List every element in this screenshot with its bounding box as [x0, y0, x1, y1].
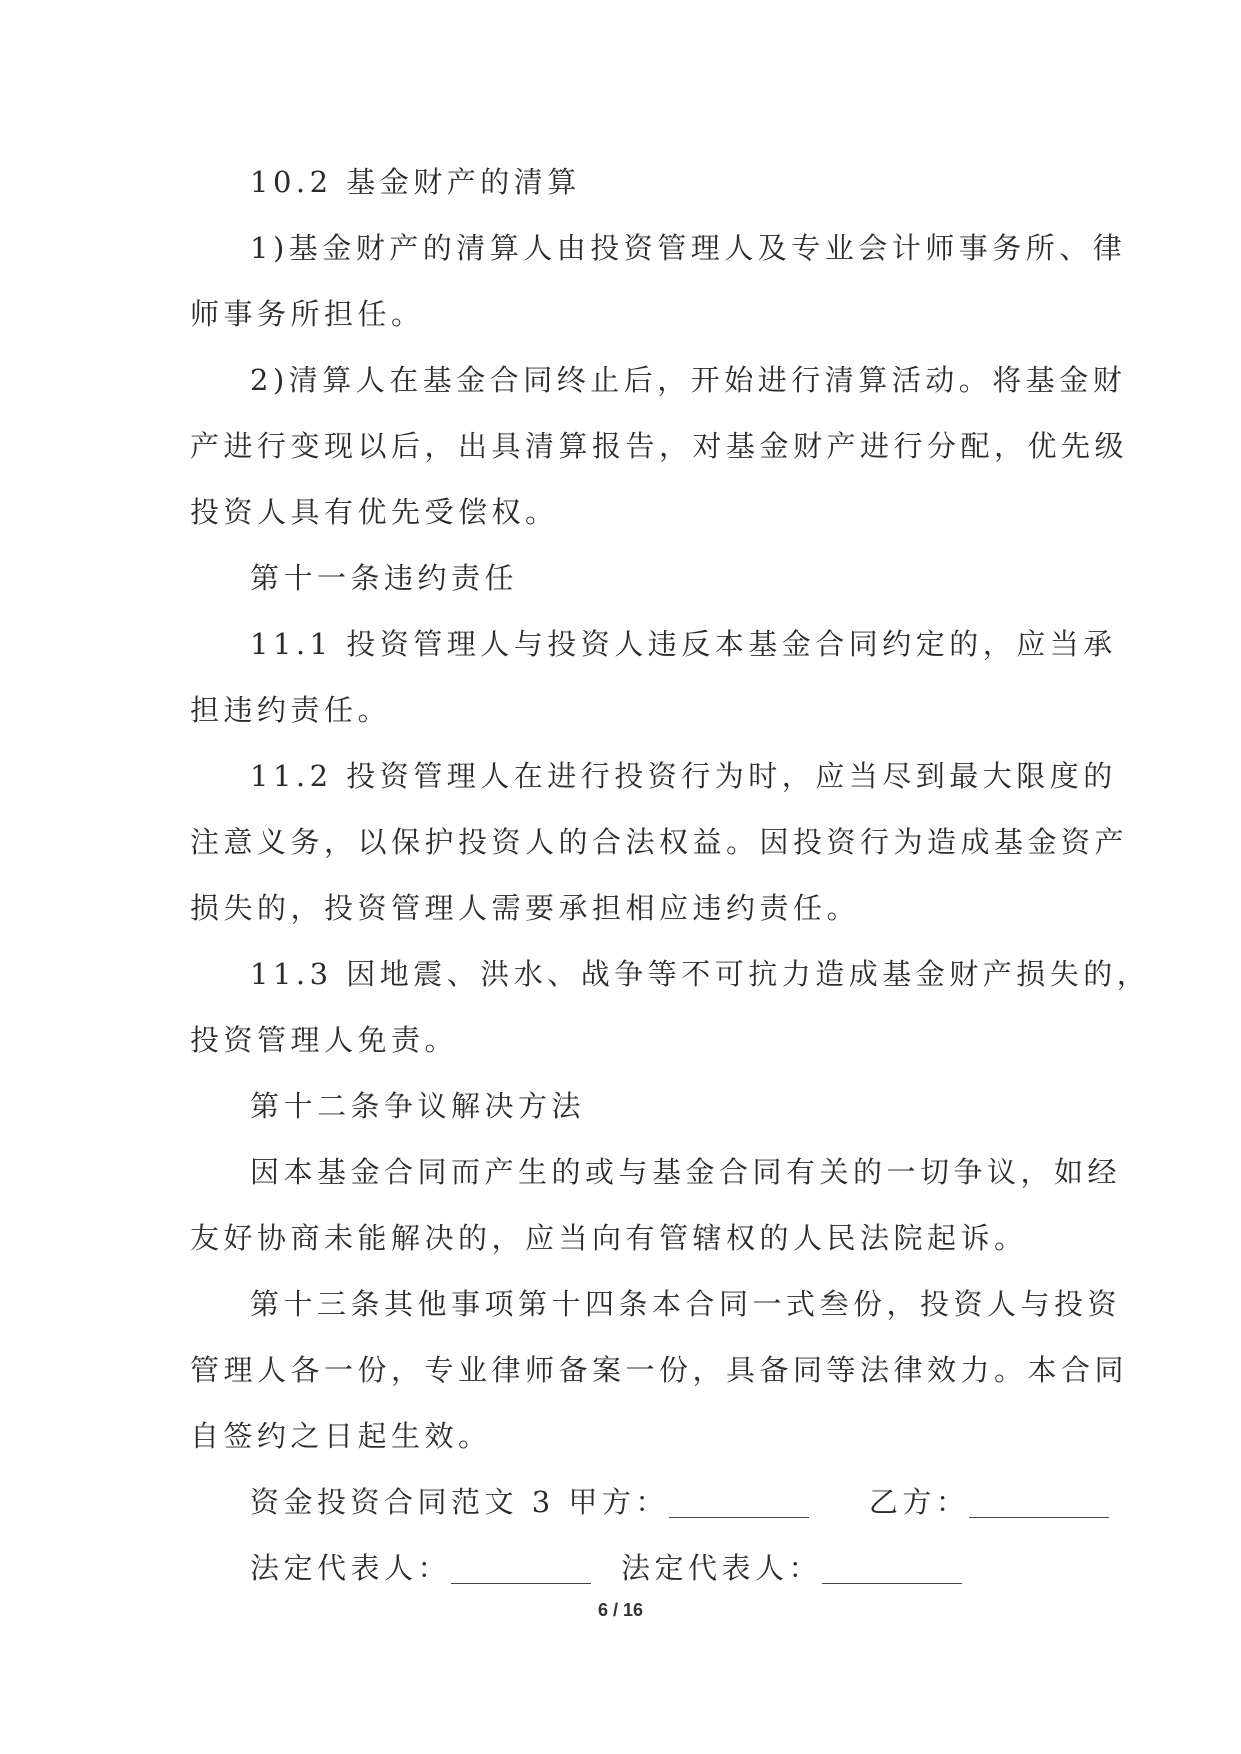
rep-a-label: 法定代表人： — [250, 1551, 452, 1585]
article-heading-12: 第十二条争议解决方法 — [250, 1089, 586, 1123]
paragraph-line: 友好协商未能解决的，应当向有管辖权的人民法院起诉。 — [190, 1221, 1028, 1255]
party-a-label: 资金投资合同范文 3 甲方： — [250, 1485, 669, 1519]
paragraph-line: 第十三条其他事项第十四条本合同一式叁份，投资人与投资 — [250, 1287, 1122, 1321]
paragraph-line: 投资管理人免责。 — [190, 1023, 459, 1057]
party-b-label: 乙方： — [868, 1485, 970, 1519]
paragraph-line: 11.1 投资管理人与投资人违反本基金合同约定的，应当承 — [250, 627, 1117, 661]
paragraph-line: 管理人各一份，专业律师备案一份，具备同等法律效力。本合同 — [190, 1353, 1129, 1387]
paragraph-line: 损失的，投资管理人需要承担相应违约责任。 — [190, 891, 861, 925]
paragraph-line: 因本基金合同而产生的或与基金合同有关的一切争议，如经 — [250, 1155, 1122, 1189]
rep-a-blank — [451, 1553, 591, 1584]
rep-b-label: 法定代表人： — [621, 1551, 823, 1585]
signature-line-representatives — [250, 1548, 962, 1588]
paragraph-line: 注意义务，以保护投资人的合法权益。因投资行为造成基金资产 — [190, 825, 1129, 859]
paragraph-line: 11.3 因地震、洪水、战争等不可抗力造成基金财产损失的， — [250, 957, 1151, 991]
paragraph-line: 1)基金财产的清算人由投资管理人及专业会计师事务所、律 — [250, 231, 1127, 265]
signature-line-parties — [250, 1482, 1109, 1522]
paragraph-line: 自签约之日起生效。 — [190, 1419, 492, 1453]
party-a-blank — [669, 1487, 809, 1518]
paragraph-line: 担违约责任。 — [190, 693, 392, 727]
paragraph-line: 11.2 投资管理人在进行投资行为时，应当尽到最大限度的 — [250, 759, 1117, 793]
paragraph-line: 2)清算人在基金合同终止后，开始进行清算活动。将基金财 — [250, 363, 1127, 397]
section-heading-10-2: 10.2 基金财产的清算 — [250, 165, 581, 199]
paragraph-line: 师事务所担任。 — [190, 297, 425, 331]
page-number: 6 / 16 — [597, 1600, 644, 1620]
paragraph-line: 投资人具有优先受偿权。 — [190, 495, 559, 529]
rep-b-blank — [822, 1553, 962, 1584]
article-heading-11: 第十一条违约责任 — [250, 561, 519, 595]
paragraph-line: 产进行变现以后，出具清算报告，对基金财产进行分配，优先级 — [190, 429, 1129, 463]
party-b-blank — [969, 1487, 1109, 1518]
